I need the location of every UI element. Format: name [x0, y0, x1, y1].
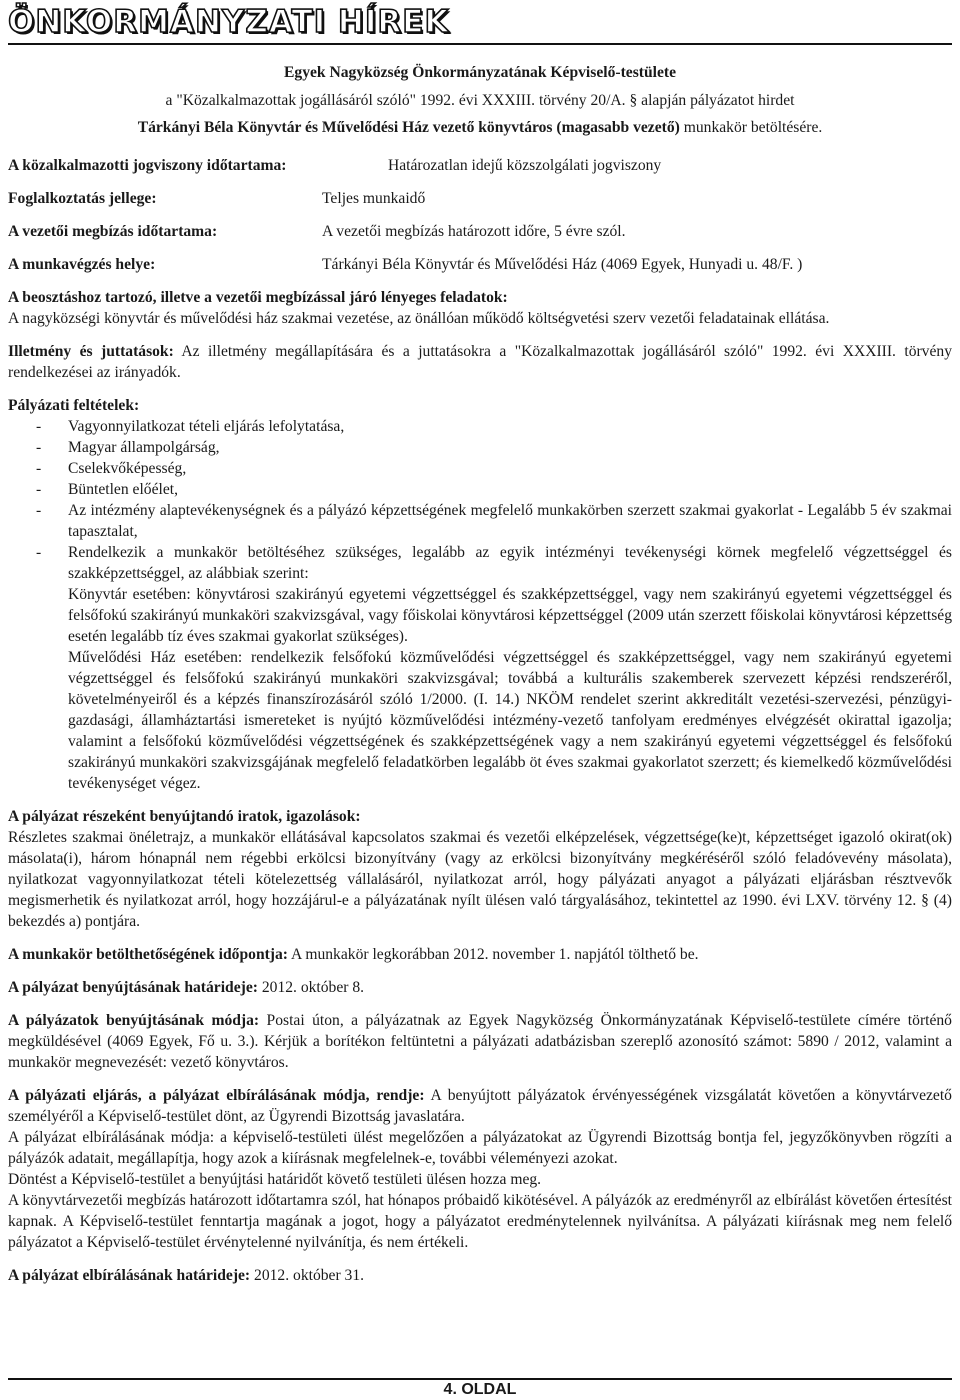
documents-section: [8, 806, 952, 932]
field-value: Tárkányi Béla Könyvtár és Művelődési Ház (4069 Egyek, Hunyadi u. 48/F. ): [322, 255, 803, 273]
page-footer: [0, 1378, 960, 1400]
field-value: A vezetői megbízás határozott időre, 5 évre szól.: [322, 222, 626, 240]
deadline-heading: A pályázat benyújtásának határideje:: [8, 978, 258, 996]
list-item: - Magyar állampolgárság,: [8, 437, 952, 458]
procedure-paragraph: A pályázat elbírálásának módja: a képviselő-testületi ülést megelőzően a pályázatokat az Ügyrendi Bizottság bontja fel, jegyzőkönyvben rögzíti a pályázók adatait, megállapítja, hogy azok a kiírásnak megfelelnek-e, további véleményezi azokat.: [8, 1128, 952, 1167]
procedure-paragraph: Döntést a Képviselő-testület a benyújtási határidőt követő testületi ülésen hozza meg.: [8, 1170, 542, 1188]
list-item: - Az intézmény alaptevékenységnek és a pályázó képzettségének megfelelő munkakörben szerzett szakmai gyakorlat - Legalább 5 év szakmai tapasztalat,: [8, 500, 952, 542]
field-label: A munkavégzés helye:: [8, 255, 156, 273]
procedure-paragraph: A könyvtárvezetői megbízás határozott időtartamra szól, hat hónapos próbaidő kikötésével. A pályázók az eredményről az elbírálást követően értesítést kapnak. A Képviselő-testület fenntartja magának a jogot, hogy a pályázatot eredménytelennek nyilvánítsa. A pályázati kiírásnak meg nem felelő pályázatot a Képviselő-testület érvénytelenné nyilvánítja, és nem értékeli.: [8, 1191, 952, 1251]
decision-heading: A pályázat elbírálásának határideje:: [8, 1266, 251, 1284]
documents-heading: A pályázat részeként benyújtandó iratok, igazolások:: [8, 807, 361, 825]
page-number: 4. OLDAL: [443, 1381, 517, 1398]
intro-line-2: a "Közalkalmazottak jogállásáról szóló" 1992. évi XXXIII. törvény 20/A. § alapján pályázatot hirdet: [165, 91, 795, 109]
field-row-mandate-duration: [8, 221, 952, 242]
qualification-details: [8, 584, 952, 794]
submission-method-section: [8, 1010, 952, 1073]
conditions-heading: Pályázati feltételek:: [8, 396, 140, 414]
intro-line-3-rest: munkakör betöltésére.: [679, 119, 823, 136]
start-heading: A munkakör betölthetőségének időpontja:: [8, 945, 288, 963]
decision-deadline-section: [8, 1265, 952, 1286]
masthead-rule: [8, 43, 952, 45]
decision-text: 2012. október 31.: [250, 1266, 365, 1284]
duties-text: A nagyközségi könyvtár és művelődési ház szakmai vezetése, az önállóan működő költségvetési szerv vezetői feladatainak ellátása.: [8, 309, 830, 327]
field-label: Foglalkoztatás jellege:: [8, 189, 157, 207]
list-item: - Cselekvőképesség,: [8, 458, 952, 479]
duties-heading: A beosztáshoz tartozó, illetve a vezetői megbízással járó lényeges feladatok:: [8, 288, 508, 306]
list-item: - Vagyonnyilatkozat tételi eljárás lefolytatása,: [8, 416, 952, 437]
list-item: - Rendelkezik a munkakör betöltéséhez szükséges, legalább az egyik intézményi tevékenységi körnek megfelelő végzettséggel és szakképzettséggel, az alábbiak szerint:: [8, 542, 952, 584]
procedure-section: [8, 1085, 952, 1253]
salary-text: Az illetmény megállapítására és a juttatásokra a "Közalkalmazottak jogállásáról szóló" 1992. évi XXXIII. törvény rendelkezései az irányadók.: [8, 342, 952, 381]
culture-house-requirements: Művelődési Ház esetében: rendelkezik felsőfokú közművelődési végzettséggel és szakképzettséggel, vagy nem szakirányú egyetemi végzettséggel és felsőfokú szakirányú munkaköri szakvizsgával; továbbá a kulturális szakemberek szervezett képzési rendszeréről, követelményeiről és a képzés finanszírozásáról szóló 1/2000. (I. 14.) NKÖM rendelet szerint akkreditált vezetési-szervezési, pénzügyi-gazdasági, államháztartási ismereteket is nyújtó közművelődési intézmény-vezető tanfolyam eredményes elvégzését okirattal igazolja; valamint a felsőfokú közművelődési végzettségének és szakképzettségének vagy a nem szakirányú egyetemi végzettséggel és felsőfokú szakirányú munkaköri szakvizsgájának megfelelő feladatkörben legalább öt éves szakmai gyakorlatot szerzett; és kiemelkedő közművelődési tevékenységet végez.: [68, 648, 952, 792]
footer-rule: [8, 1378, 952, 1380]
start-text: A munkakör legkorábban 2012. november 1. napjától tölthető be.: [288, 945, 699, 963]
documents-text: Részletes szakmai önéletrajz, a munkakör ellátásával kapcsolatos szakmai és vezetői elképzelések, végzettsége(ke)t, képzettséget igazoló okirat(ok) másolata(i), három hónapnál nem régebbi erkölcsi bizonyítvány (vagy az erkölcsi bizonyítvány megkéréséről szóló feladóvevény másolata), nyilatkozat vagyonnyilatkozat tételi kötelezettség vállalásáról, nyilatkozat arról, hogy pályázati anyagot a pályázati eljárásban résztvevők megismerhetik és nyilatkozat arról, hogy hozzájárul-e a pályázatának nyílt ülésen való tárgyalásához, tekintettel az 1990. évi LXV. törvény 12. § (4) bekezdés a) pontjára.: [8, 828, 952, 930]
field-value: Határozatlan idejű közszolgálati jogviszony: [388, 156, 662, 174]
position-title: Tárkányi Béla Könyvtár és Művelődési Ház vezető könyvtáros (magasabb vezető): [137, 119, 680, 136]
announcement-body: [8, 62, 952, 1286]
masthead: [8, 2, 952, 46]
duties-section: [8, 287, 952, 329]
field-row-workplace: [8, 254, 952, 275]
salary-heading: Illetmény és juttatások:: [8, 342, 174, 360]
field-value: Teljes munkaidő: [322, 189, 426, 207]
procedure-heading: A pályázati eljárás, a pályázat elbírálásának módja, rendje:: [8, 1086, 425, 1104]
field-label: A közalkalmazotti jogviszony időtartama:: [8, 156, 287, 174]
intro-line-3: [8, 117, 952, 139]
conditions-list: [8, 416, 952, 584]
conditions-section: [8, 395, 952, 794]
field-label: A vezetői megbízás időtartama:: [8, 222, 218, 240]
deadline-text: 2012. október 8.: [257, 978, 365, 996]
field-row-employment-type: [8, 188, 952, 209]
procedure-intro: [8, 1085, 952, 1127]
start-date-section: [8, 944, 952, 965]
method-text: Postai úton, a pályázatnak az Egyek Nagyközség Önkormányzatának Képviselő-testülete címére történő megküldésével (4069 Egyek, Fő u. 3.). Kérjük a borítékon feltüntetni a pályázati adatbázisban szereplő azonosító számot: 5890 / 2012, valamint a munkakör megnevezését: vezető könyvtáros.: [8, 1011, 952, 1071]
salary-section: [8, 341, 952, 383]
intro-line-1: Egyek Nagyközség Önkormányzatának Képviselő-testülete: [284, 64, 676, 81]
intro-block: [8, 62, 952, 139]
procedure-text: A benyújtott pályázatok érvényességének vizsgálatát követően a könyvtárvezető személyéről a Képviselő-testület dönt, az Ügyrendi Bizottság javaslatára.: [8, 1086, 952, 1125]
list-item: - Büntetlen előélet,: [8, 479, 952, 500]
method-heading: A pályázatok benyújtásának módja:: [8, 1011, 260, 1029]
field-row-duration: [8, 155, 952, 176]
masthead-title: ÖNKORMÁNYZATI HÍREK: [8, 4, 450, 40]
library-requirements: Könyvtár esetében: könyvtárosi szakirányú egyetemi végzettséggel és szakképzettséggel, vagy nem szakirányú egyetemi végzettséggel és felsőfokú szakirányú munkaköri szakvizsgával, vagy főiskolai könyvtárosi képzettséggel (2009 után szerzett főiskolai könyvtárosi képzettség esetén legalább tíz éves szakmai gyakorlat szükséges).: [68, 585, 952, 645]
deadline-section: [8, 977, 952, 998]
